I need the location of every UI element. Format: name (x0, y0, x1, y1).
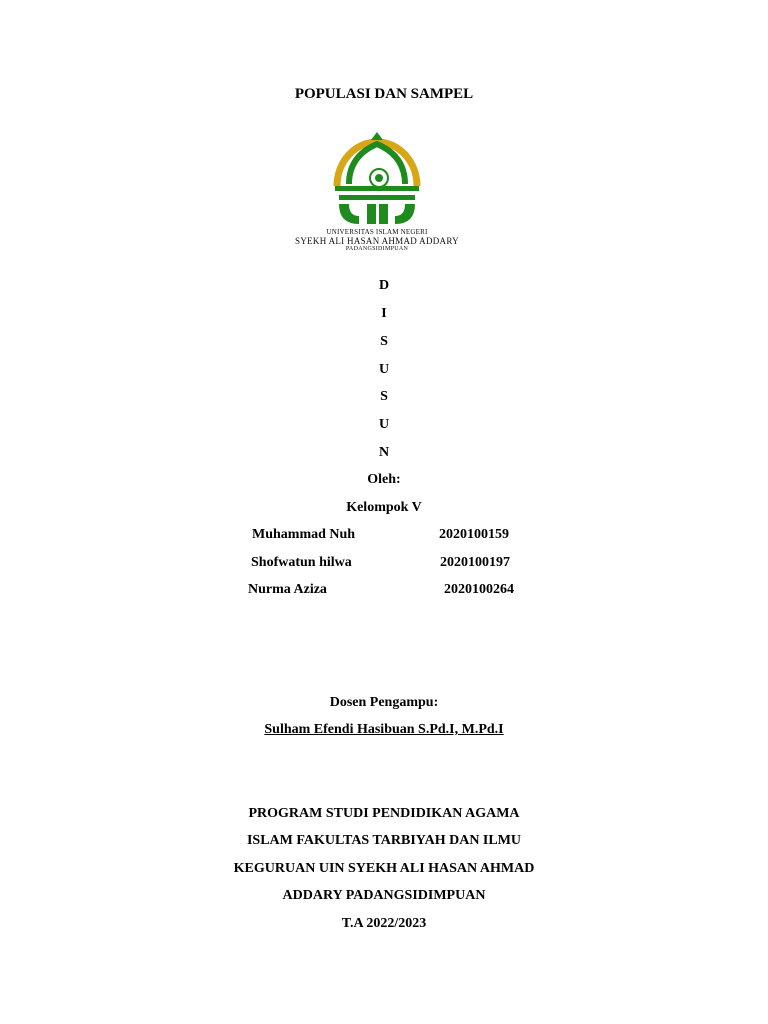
member-nim-2: 2020100197 (440, 555, 510, 570)
member-nim-3: 2020100264 (444, 582, 514, 597)
lecturer-label: Dosen Pengampu: (329, 695, 439, 710)
disusun-letter-4: U (378, 362, 390, 377)
logo-emblem (287, 126, 467, 228)
program-line-2: ISLAM FAKULTAS TARBIYAH DAN ILMU (246, 833, 522, 848)
program-line-3: KEGURUAN UIN SYEKH ALI HASAN AHMAD (233, 861, 535, 876)
oleh-label: Oleh: (367, 472, 401, 487)
logo-text-line1: UNIVERSITAS ISLAM NEGERI (326, 228, 428, 236)
member-name-2: Shofwatun hilwa (251, 555, 352, 570)
program-line-4: ADDARY PADANGSIDIMPUAN (282, 888, 486, 903)
disusun-letter-6: U (378, 417, 390, 432)
member-nim-1: 2020100159 (439, 527, 509, 542)
disusun-letter-3: S (380, 334, 388, 349)
logo-text-line2: SYEKH ALI HASAN AHMAD ADDARY (295, 236, 459, 246)
member-name-1: Muhammad Nuh (252, 527, 356, 542)
disusun-letter-1: D (378, 278, 390, 293)
lecturer-name: Sulham Efendi Hasibuan S.Pd.I, M.Pd.I (264, 722, 504, 737)
disusun-letter-5: S (380, 389, 388, 404)
disusun-letter-2: I (381, 306, 387, 321)
lecturer-name-line (0, 722, 768, 738)
member-name-3: Nurma Aziza (248, 582, 327, 597)
university-logo (287, 126, 467, 254)
logo-text-line3: PADANGSIDIMPUAN (345, 246, 409, 252)
document-title: POPULASI DAN SAMPEL (294, 86, 474, 102)
academic-year: T.A 2022/2023 (341, 916, 427, 931)
program-line-1: PROGRAM STUDI PENDIDIKAN AGAMA (248, 806, 520, 821)
disusun-letter-7: N (378, 445, 390, 460)
group-label: Kelompok V (346, 500, 422, 515)
